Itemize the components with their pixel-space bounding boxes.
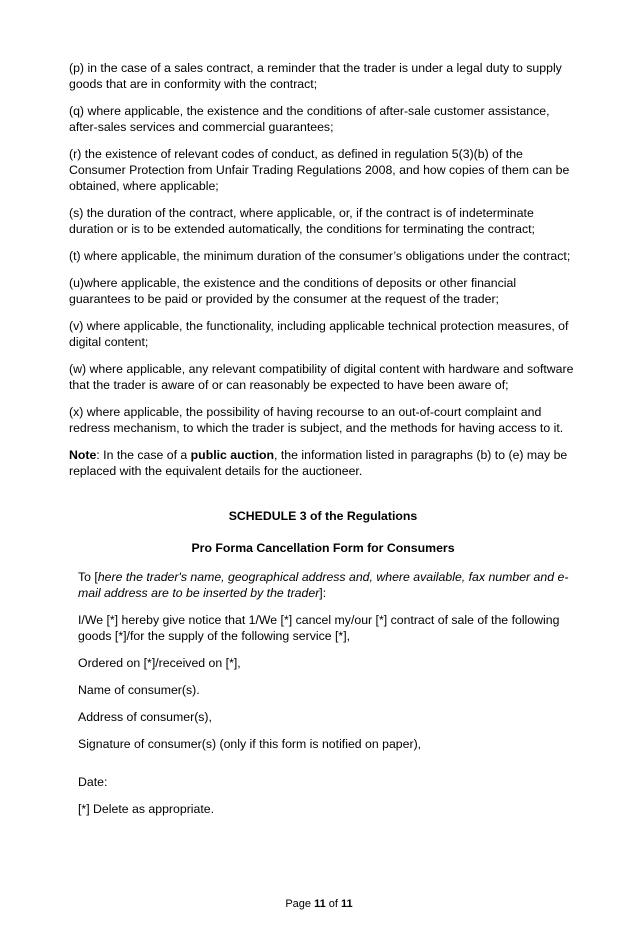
form-consumer-address: Address of consumer(s),: [78, 710, 212, 724]
footer-of: of: [325, 898, 342, 910]
paragraph-t: (t) where applicable, the minimum duration of the consumer’s obligations under the contract;: [69, 249, 571, 263]
footer-total-pages: 11: [341, 898, 353, 910]
paragraph-p: (p) in the case of a sales contract, a reminder that the trader is under a legal duty to supply goods that are in conformity with the contract;: [69, 61, 562, 91]
form-signature: Signature of consumer(s) (only if this form is notified on paper),: [78, 737, 422, 751]
form-consumer-name: Name of consumer(s).: [78, 683, 200, 697]
form-date: Date:: [78, 775, 108, 789]
paragraph-u: (u)where applicable, the existence and the conditions of deposits or other financial guarantees to be paid or provided by the consumer at the request of the trader;: [69, 276, 517, 306]
paragraph-w: (w) where applicable, any relevant compatibility of digital content with hardware and software that the trader is aware of or can reasonably be expected to have been aware of;: [69, 362, 574, 392]
schedule-subtitle: Pro Forma Cancellation Form for Consumers: [191, 541, 455, 555]
form-delete-note: [*] Delete as appropriate.: [78, 802, 215, 816]
page-footer: [0, 897, 638, 911]
paragraph-q: (q) where applicable, the existence and the conditions of after-sale customer assistance, after-sales services and commercial guarantees;: [69, 104, 550, 134]
form-recipient-instruction: here the trader's name, geographical address and, where available, fax number and e-mail address are to be inserted by the trader: [78, 570, 569, 600]
paragraph-v: (v) where applicable, the functionality, including applicable technical protection measures, of digital content;: [69, 319, 569, 349]
form-notice: I/We [*] hereby give notice that 1/We [*] cancel my/our [*] contract of sale of the following goods [*]/for the supply of the following service [*],: [78, 613, 560, 643]
note-emphasis: public auction: [190, 448, 275, 462]
form-recipient: [78, 569, 577, 601]
form-recipient-prefix: To [: [78, 570, 98, 584]
paragraph-s: (s) the duration of the contract, where applicable, or, if the contract is of indeterminate duration or is to be extended automatically, the conditions for terminating the contract;: [69, 206, 535, 236]
paragraph-x: (x) where applicable, the possibility of having recourse to an out-of-court complaint and redress mechanism, to which the trader is subject, and the methods for having access to it.: [69, 405, 564, 435]
note-paragraph: [69, 447, 577, 479]
schedule-title: SCHEDULE 3 of the Regulations: [228, 509, 418, 523]
form-recipient-suffix: ]:: [319, 586, 327, 600]
note-label: Note: [69, 448, 97, 462]
note-text-before: : In the case of a: [96, 448, 191, 462]
page-content: [69, 60, 577, 828]
footer-current-page: 11: [314, 898, 326, 910]
form-ordered: Ordered on [*]/received on [*],: [78, 656, 241, 670]
paragraph-r: (r) the existence of relevant codes of conduct, as defined in regulation 5(3)(b) of the Consumer Protection from Unfair Trading Regulations 2008, and how copies of them can be obtained, where applicable;: [69, 147, 570, 193]
cancellation-form: [69, 569, 577, 817]
footer-prefix: Page: [285, 898, 315, 910]
note-text-after: , the information listed in paragraphs (b) to (e) may be replaced with the equivalent details for the auctioneer.: [69, 448, 568, 478]
